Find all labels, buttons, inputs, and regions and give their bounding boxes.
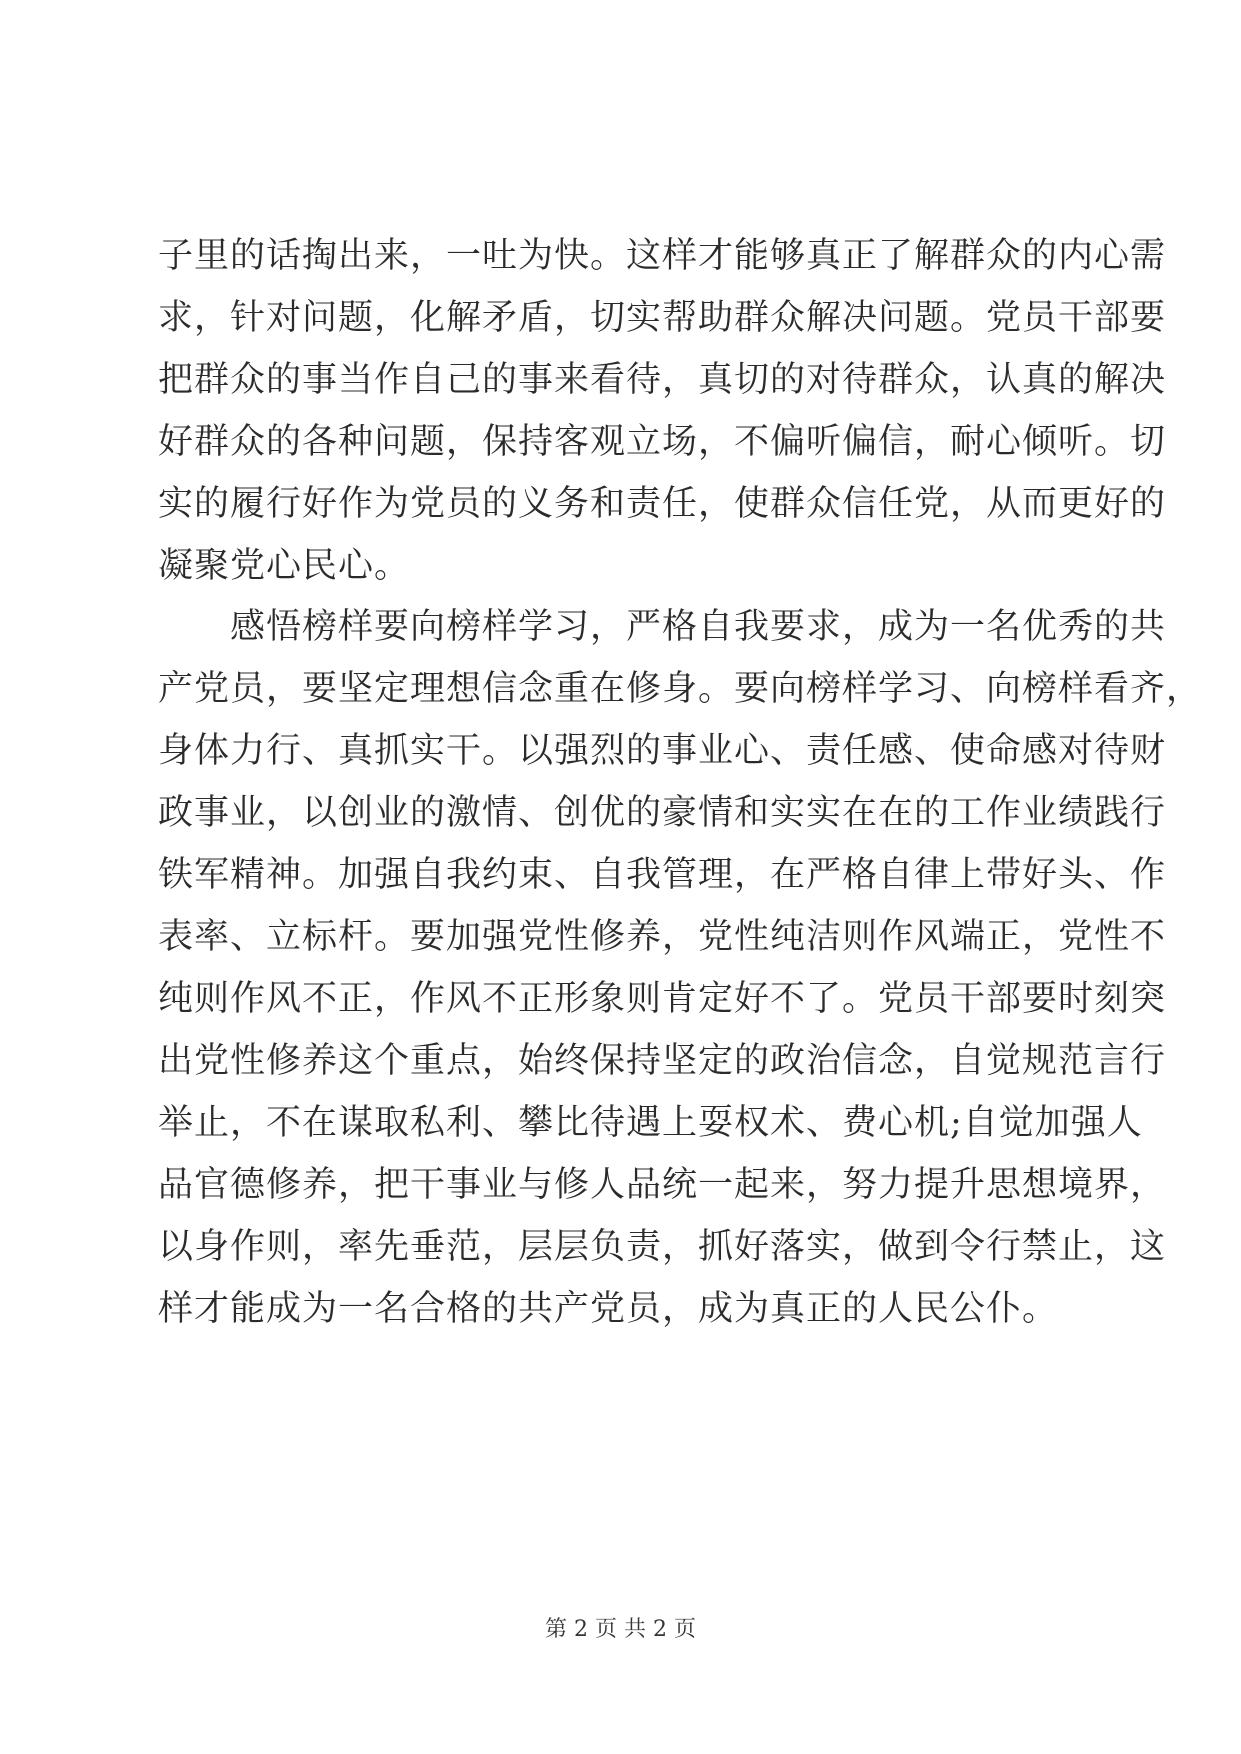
text-line: 子里的话掏出来，一吐为快。这样才能够真正了解群众的内心需 <box>158 236 1167 276</box>
text-line: 品官德修养，把干事业与修人品统一起来，努力提升思想境界， <box>158 1165 1167 1205</box>
text-line: 身体力行、真抓实干。以强烈的事业心、责任感、使命感对待财 <box>158 731 1167 771</box>
text-line: 凝聚党心民心。 <box>158 546 411 586</box>
text-line: 感悟榜样要向榜样学习，严格自我要求，成为一名优秀的共 <box>158 607 1167 647</box>
page-number-footer: 第 2 页 共 2 页 <box>545 1617 696 1642</box>
text-line: 实的履行好作为党员的义务和责任，使群众信任党，从而更好的 <box>158 484 1167 524</box>
paragraph-1 <box>158 225 1167 597</box>
text-line: 求，针对问题，化解矛盾，切实帮助群众解决问题。党员干部要 <box>158 298 1167 338</box>
text-line: 出党性修养这个重点，始终保持坚定的政治信念，自觉规范言行 <box>158 1041 1167 1081</box>
text-line: 以身作则，率先垂范，层层负责，抓好落实，做到令行禁止，这 <box>158 1227 1167 1267</box>
text-line: 铁军精神。加强自我约束、自我管理，在严格自律上带好头、作 <box>158 855 1167 895</box>
text-line: 样才能成为一名合格的共产党员，成为真正的人民公仆。 <box>158 1289 1059 1329</box>
text-line: 表率、立标杆。要加强党性修养，党性纯洁则作风端正，党性不 <box>158 917 1167 957</box>
text-line: 把群众的事当作自己的事来看待，真切的对待群众，认真的解决 <box>158 360 1167 400</box>
text-line: 产党员，要坚定理想信念重在修身。要向榜样学习、向榜样看齐， <box>158 669 1203 709</box>
text-line: 举止，不在谋取私利、攀比待遇上耍权术、费心机;自觉加强人 <box>158 1103 1143 1143</box>
text-line: 好群众的各种问题，保持客观立场，不偏听偏信，耐心倾听。切 <box>158 422 1167 462</box>
paragraph-2 <box>158 596 1203 1340</box>
text-line: 纯则作风不正，作风不正形象则肯定好不了。党员干部要时刻突 <box>158 979 1167 1019</box>
text-line: 政事业，以创业的激情、创优的豪情和实实在在的工作业绩践行 <box>158 793 1167 833</box>
